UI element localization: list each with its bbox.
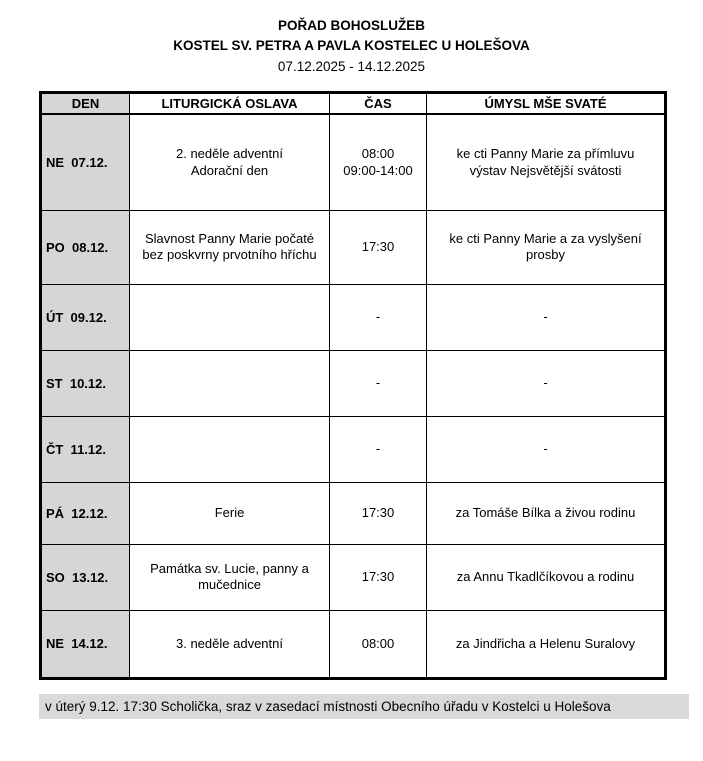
cell-line: 2. neděle adventní <box>176 146 283 162</box>
cell-celebration <box>130 544 330 610</box>
cell-line: - <box>375 309 381 325</box>
cell-day: PO 08.12. <box>41 210 130 284</box>
cell-time <box>330 210 427 284</box>
cell-line: 17:30 <box>361 505 395 521</box>
cell-line: Ferie <box>214 505 245 521</box>
cell-celebration <box>130 284 330 350</box>
schedule-table <box>39 91 667 680</box>
cell-time <box>330 284 427 350</box>
cell-line: za Tomáše Bílka a živou rodinu <box>455 505 636 521</box>
document-title: POŘAD BOHOSLUŽEB <box>277 18 425 33</box>
church-name: KOSTEL SV. PETRA A PAVLA KOSTELEC U HOLEŠOVA <box>173 38 530 54</box>
cell-time <box>330 416 427 482</box>
cell-line: - <box>375 441 381 457</box>
column-header-intention: ÚMYSL MŠE SVATÉ <box>427 92 666 114</box>
cell-line: - <box>375 375 381 391</box>
cell-line: Slavnost Panny Marie počaté bez poskvrny prvotního hříchu <box>142 231 317 263</box>
table-row <box>41 284 666 350</box>
cell-intention <box>427 210 666 284</box>
table-row <box>41 210 666 284</box>
cell-day: ÚT 09.12. <box>41 284 130 350</box>
cell-line: Adorační den <box>190 162 269 178</box>
cell-intention <box>427 350 666 416</box>
cell-intention <box>427 416 666 482</box>
cell-line: ke cti Panny Marie a za vyslyšení prosby <box>449 231 642 263</box>
cell-line: 3. neděle adventní <box>176 635 283 651</box>
cell-line: ke cti Panny Marie za přímluvu <box>456 146 635 162</box>
cell-line: - <box>543 309 548 325</box>
footer-note: v úterý 9.12. 17:30 Scholička, sraz v zasedací místnosti Obecního úřadu v Kostelci u Holešova <box>39 694 689 720</box>
document-header <box>0 16 703 77</box>
table-row <box>41 416 666 482</box>
cell-day: NE 14.12. <box>41 610 130 678</box>
table-header-row <box>41 92 666 114</box>
cell-celebration <box>130 114 330 210</box>
cell-line: - <box>543 375 548 391</box>
cell-line: 09:00-14:00 <box>343 162 413 178</box>
cell-time <box>330 114 427 210</box>
column-header-day: DEN <box>41 92 130 114</box>
cell-time <box>330 544 427 610</box>
cell-line: výstav Nejsvětější svátosti <box>469 162 622 178</box>
column-header-celebration: LITURGICKÁ OSLAVA <box>130 92 330 114</box>
cell-intention <box>427 114 666 210</box>
cell-line: - <box>543 441 548 457</box>
cell-celebration <box>130 610 330 678</box>
table-row <box>41 350 666 416</box>
table-row <box>41 114 666 210</box>
cell-day: PÁ 12.12. <box>41 482 130 544</box>
cell-intention <box>427 284 666 350</box>
cell-day: SO 13.12. <box>41 544 130 610</box>
cell-day: ČT 11.12. <box>41 416 130 482</box>
table-row <box>41 610 666 678</box>
cell-line: 08:00 <box>361 635 395 651</box>
cell-day: NE 07.12. <box>41 114 130 210</box>
cell-line: 08:00 <box>361 146 395 162</box>
cell-intention <box>427 482 666 544</box>
cell-time <box>330 610 427 678</box>
cell-line: za Jindřicha a Helenu Suralovy <box>455 635 636 651</box>
table-row <box>41 544 666 610</box>
cell-line: 17:30 <box>361 569 395 585</box>
cell-celebration <box>130 350 330 416</box>
cell-celebration <box>130 482 330 544</box>
cell-intention <box>427 610 666 678</box>
cell-intention <box>427 544 666 610</box>
cell-line: za Annu Tkadlčíkovou a rodinu <box>456 569 635 585</box>
cell-day: ST 10.12. <box>41 350 130 416</box>
cell-time <box>330 482 427 544</box>
cell-line: 17:30 <box>361 239 395 255</box>
table-row <box>41 482 666 544</box>
date-range: 07.12.2025 - 14.12.2025 <box>277 58 426 74</box>
cell-line: Památka sv. Lucie, panny a mučednice <box>150 561 309 593</box>
column-header-time: ČAS <box>330 92 427 114</box>
cell-time <box>330 350 427 416</box>
cell-celebration <box>130 416 330 482</box>
cell-celebration <box>130 210 330 284</box>
